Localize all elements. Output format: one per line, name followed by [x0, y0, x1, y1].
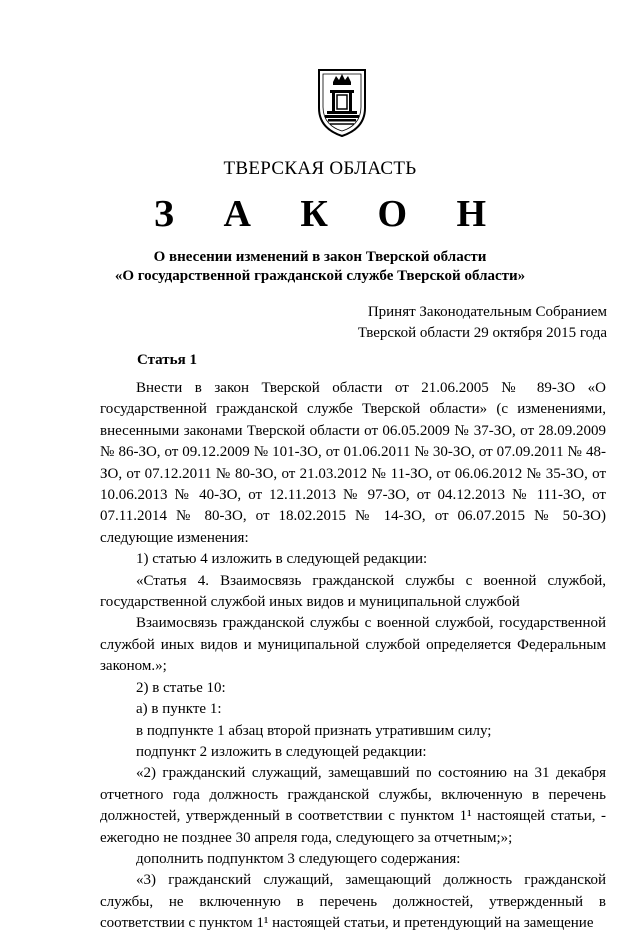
law-subject [0, 248, 640, 286]
adoption-line: Принят Законодательным Собранием [367, 304, 607, 320]
paragraph: Взаимосвязь гражданской службы с военной службой, государственной службой иных видов и муниципальной службой определяется Федеральным законом.»; [100, 615, 606, 675]
paragraph: «2) гражданский служащий, замещавший по состоянию на 31 декабря отчетного года должность гражданской службы, включенную в перечень должностей, утвержденный в соответствии с пунктом 1¹ настоящей статьи, - ежегодно не позднее 30 апреля года, следующего за отчетным;»; [100, 765, 606, 846]
paragraph: дополнить подпунктом 3 следующего содержания: [136, 850, 461, 867]
paragraph: подпункт 2 изложить в следующей редакции: [136, 743, 427, 760]
paragraph: «3) гражданский служащий, замещающий должность гражданской службы, не включенную в перечень должностей, утвержденный в соответствии с пунктом 1¹ настоящей статьи, и претендующий на замещение [100, 872, 606, 932]
article-heading: Статья 1 [137, 352, 197, 368]
subject-line: «О государственной гражданской службе Тверской области» [114, 268, 526, 284]
adoption-line: Тверской области 29 октября 2015 года [357, 325, 607, 341]
paragraph: Внести в закон Тверской области от 21.06.2005 № 89-ЗО «О государственной гражданской службе Тверской области» (с изменениями, внесенными законами Тверской области от 06.05.2009 № 37-ЗО, от 28.09.2009 № 86-ЗО, от 09.12.2009 № 101-ЗО, от 01.06.2011 № 30-ЗО, от 07.09.2011 № 48-ЗО, от 07.12.2011 № 80-ЗО, от 21.03.2012 № 11-ЗО, от 06.06.2012 № 35-ЗО, от 10.06.2013 № 40-ЗО, от 12.11.2013 № 97-ЗО, от 04.12.2013 № 111-ЗО, от 07.11.2014 № 80-ЗО, от 18.02.2015 № 14-ЗО, от 06.07.2015 № 50-ЗО) следующие изменения: [100, 380, 606, 546]
paragraph: в подпункте 1 абзац второй признать утратившим силу; [136, 722, 492, 739]
coat-of-arms-tver-emblem [316, 68, 368, 138]
document-title: З А К О Н [153, 193, 507, 235]
region-name: ТВЕРСКАЯ ОБЛАСТЬ [223, 158, 417, 179]
paragraph: а) в пункте 1: [136, 701, 222, 718]
paragraph: 2) в статье 10: [136, 679, 226, 696]
article-body [100, 378, 606, 935]
paragraph: «Статья 4. Взаимосвязь гражданской службы с военной службой, государственной службой иных видов и муниципальной службой [100, 572, 606, 611]
adoption-note [358, 302, 607, 344]
paragraph: 1) статью 4 изложить в следующей редакции: [136, 551, 428, 568]
subject-line: О внесении изменений в закон Тверской области [153, 249, 487, 265]
